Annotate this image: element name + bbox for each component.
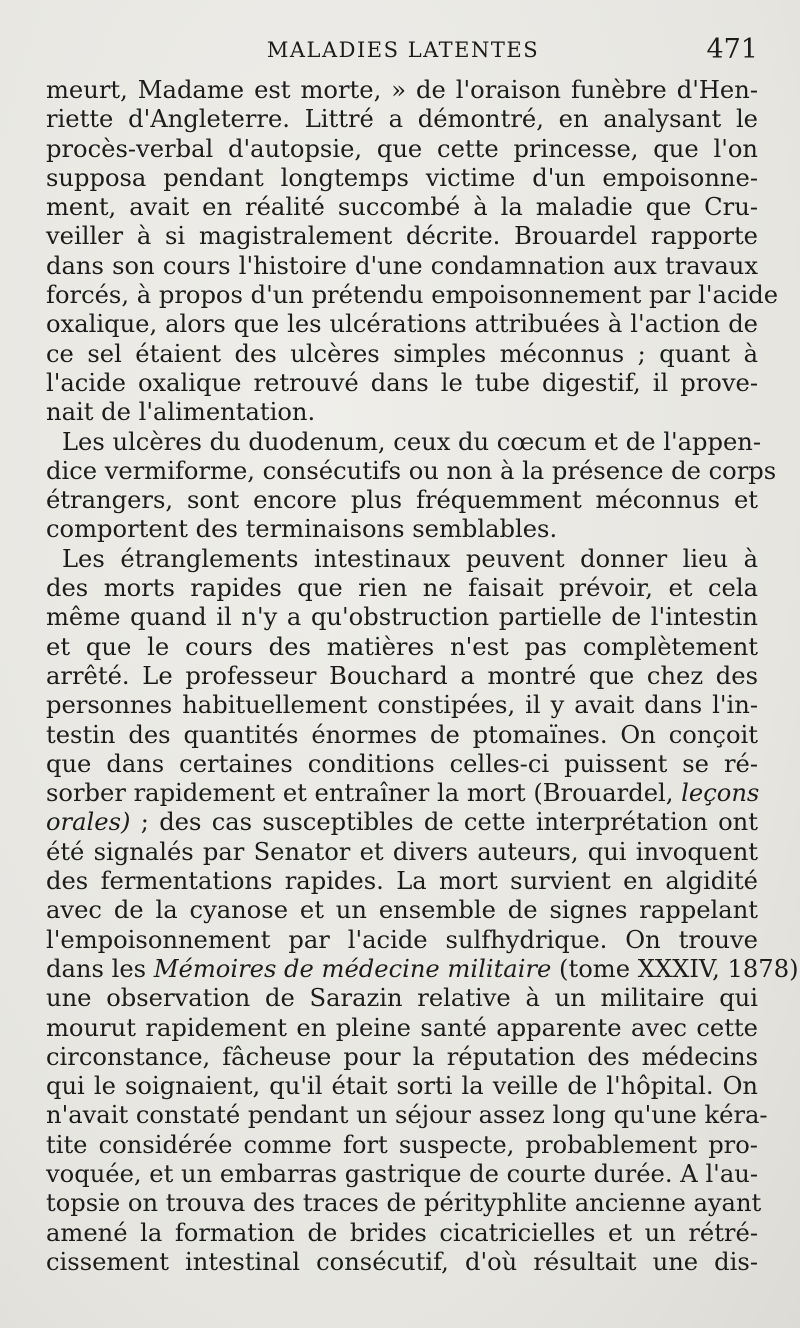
page-number: 471 [706, 34, 758, 65]
text-line [46, 1043, 758, 1072]
text-line [46, 427, 762, 457]
text-line [46, 398, 758, 427]
line-text: Les étranglements intestinaux peuvent donner lieu à [62, 544, 758, 573]
text-line [46, 721, 758, 750]
text-line [46, 281, 779, 310]
line-text: des morts rapides que rien ne faisait prévoir, et cela [46, 574, 758, 603]
line-text: tite considérée comme fort suspecte, probablement pro- [46, 1130, 758, 1159]
line-text: n'avait constaté pendant un séjour assez long qu'une kéra- [46, 1101, 768, 1130]
line-text: des fermentations rapides. La mort survient en algidité [46, 867, 758, 896]
text-line [46, 1014, 758, 1043]
line-text: étrangers, sont encore plus fréquemment méconnus et [46, 486, 758, 515]
text-line [46, 1248, 758, 1277]
line-text: topsie on trouva des traces de pérityphlite ancienne ayant [46, 1189, 762, 1218]
line-text: l'empoisonnement par l'acide sulfhydrique. On trouve [46, 925, 758, 954]
line-text: personnes habituellement constipées, il y avait dans l'in- [46, 691, 758, 720]
italic-text: leçons [681, 779, 760, 808]
running-title: MALADIES LATENTES [266, 38, 540, 62]
text-line [46, 515, 758, 544]
text-line [46, 164, 758, 193]
text-line [46, 691, 758, 720]
line-text: dans les [46, 954, 147, 983]
line-text: l'acide oxalique retrouvé dans le tube digestif, il prove- [46, 368, 758, 397]
line-text: avec de la cyanose et un ensemble de signes rappelant [46, 896, 758, 925]
text-line [46, 1072, 758, 1101]
line-text: voquée, et un embarras gastrique de courte durée. A l'au- [46, 1159, 758, 1188]
text-line [46, 545, 758, 574]
text-line [46, 779, 758, 808]
running-head [46, 34, 760, 74]
text-line [46, 896, 758, 925]
body-text [46, 76, 799, 1277]
line-text: été signalés par Senator et divers auteurs, qui invoquent [46, 837, 758, 866]
text-line [46, 193, 758, 222]
line-text: (tome XXXIV, 1878) [559, 954, 799, 983]
italic-text: Mémoires de médecine militaire [153, 954, 552, 983]
line-text: comportent des terminaisons semblables. [46, 515, 558, 544]
line-text: dice vermiforme, consécutifs ou non à la présence de corps [46, 456, 777, 485]
line-text: ; des cas susceptibles de cette interprétation ont [140, 808, 758, 837]
text-line [46, 662, 758, 691]
line-text: ment, avait en réalité succombé à la maladie que Cru- [46, 193, 758, 222]
italic-text: orales) [46, 808, 131, 837]
text-line [46, 1219, 758, 1248]
line-text: que dans certaines conditions celles-ci puissent se ré- [46, 749, 758, 778]
line-text: même quand il n'y a qu'obstruction partielle de l'intestin [46, 603, 758, 632]
text-line [46, 750, 758, 779]
text-line [46, 838, 758, 867]
text-line [46, 808, 758, 837]
text-line [46, 135, 758, 164]
text-line [46, 252, 758, 281]
line-text: qui le soignaient, qu'il était sorti la veille de l'hôpital. On [46, 1072, 758, 1101]
text-line [46, 954, 799, 984]
text-line [46, 456, 777, 486]
line-text: une observation de Sarazin relative à un militaire qui [46, 984, 758, 1013]
text-line [46, 1189, 762, 1218]
line-text: amené la formation de brides cicatricielles et un rétré- [46, 1218, 758, 1247]
text-line [46, 1131, 758, 1160]
text-line [46, 310, 758, 339]
text-line [46, 926, 758, 955]
line-text: circonstance, fâcheuse pour la réputation des médecins [46, 1042, 758, 1071]
text-line [46, 369, 758, 398]
text-line [46, 222, 758, 251]
text-line [46, 633, 758, 662]
line-text: arrêté. Le professeur Bouchard a montré que chez des [46, 661, 758, 690]
text-line [46, 574, 758, 603]
line-text: oxalique, alors que les ulcérations attribuées à l'action de [46, 310, 758, 339]
text-line [46, 984, 758, 1013]
text-line [46, 105, 758, 134]
line-text: mourut rapidement en pleine santé apparente avec cette [46, 1013, 758, 1042]
line-text: ce sel étaient des ulcères simples méconnus ; quant à [46, 339, 758, 368]
line-text: nait de l'alimentation. [46, 398, 316, 427]
text-line [46, 1160, 758, 1189]
line-text: testin des quantités énormes de ptomaïnes. On conçoit [46, 720, 758, 749]
text-line [46, 76, 758, 105]
text-line [46, 1101, 768, 1130]
text-line [46, 340, 758, 369]
line-text: cissement intestinal consécutif, d'où résultait une dis- [46, 1247, 758, 1276]
text-line [46, 486, 758, 515]
line-text: veiller à si magistralement décrite. Brouardel rapporte [46, 222, 758, 251]
line-text: sorber rapidement et entraîner la mort (Brouardel, [46, 779, 674, 808]
line-text: riette d'Angleterre. Littré a démontré, en analysant le [46, 105, 758, 134]
line-text: Les ulcères du duodenum, ceux du cœcum et de l'appen- [62, 427, 762, 456]
line-text: forcés, à propos d'un prétendu empoisonnement par l'acide [46, 281, 779, 310]
line-text: meurt, Madame est morte, » de l'oraison funèbre d'Hen- [46, 76, 758, 104]
line-text: supposa pendant longtemps victime d'un empoisonne- [46, 163, 758, 192]
line-text: procès-verbal d'autopsie, que cette princesse, que l'on [46, 134, 758, 163]
line-text: dans son cours l'histoire d'une condamnation aux travaux [46, 251, 758, 280]
text-line [46, 867, 758, 896]
line-text: et que le cours des matières n'est pas complètement [46, 632, 758, 661]
text-line [46, 603, 758, 632]
